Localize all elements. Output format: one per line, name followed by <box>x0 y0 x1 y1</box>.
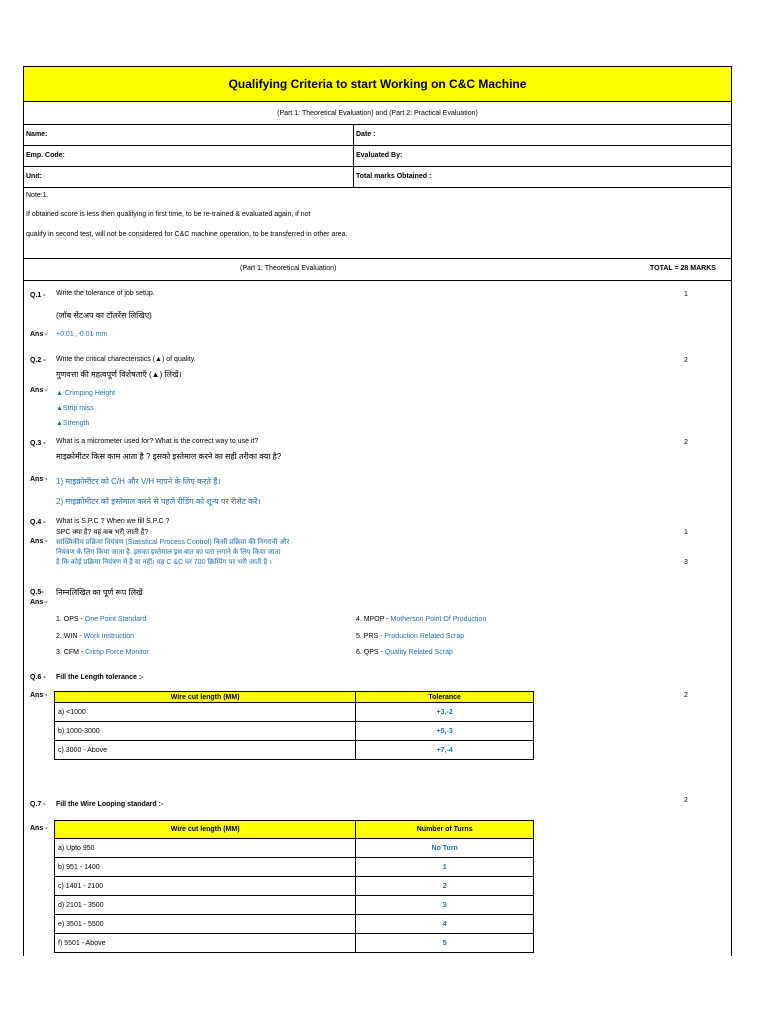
divider <box>23 280 732 281</box>
q5-item-4 <box>356 616 486 623</box>
table-header-cell: Wire cut length (MM) <box>55 821 356 839</box>
q6-marks: 2 <box>684 692 688 699</box>
table-cell-value: 3 <box>356 896 534 915</box>
total-marks-field-label: Total marks Obtained : <box>356 173 432 180</box>
q2-answer-3: ▲Strength <box>56 420 90 427</box>
table-cell-value: +3,-2 <box>356 703 534 722</box>
q7-looping-table <box>54 820 534 953</box>
q4-number: Q.4 - <box>30 519 46 526</box>
q3-marks: 2 <box>684 439 688 446</box>
q2-answer-2: ▲Strip miss <box>56 405 94 412</box>
q5-full-form: Crimp Force Monitor <box>85 649 149 656</box>
right-border <box>731 66 732 956</box>
table-row <box>55 915 534 934</box>
q5-full-form: Work Instruction <box>83 633 135 640</box>
total-marks-label: TOTAL = 28 MARKS <box>650 265 716 272</box>
q5-full-form: One Point Standard <box>84 616 147 623</box>
q1-answer: +0.01 ,-0.01 mm <box>56 331 108 338</box>
q1-marks: 1 <box>684 291 688 298</box>
table-cell: a) <1000 <box>55 703 356 722</box>
q4-answer-line-2: नियंत्रण के लिए किया जाता है. इसका इस्तेमाल इस बात का पता लगाने के लिए किया जाता <box>56 549 281 556</box>
q6-text: Fill the Length tolerance :- <box>56 674 144 681</box>
note-line-2: qualify in second test, will not be considered for C&C machine operation, to be transferred in other area. <box>26 231 348 238</box>
q2-hindi: गुणवत्ता की महत्वपूर्ण विशेषताएँ (▲) लिखें। <box>56 370 182 379</box>
q3-hindi: माइक्रोमीटर किस काम आता है ? इसको इस्तेमाल करने का सही तरीका क्या है? <box>56 452 282 461</box>
table-cell-value: +5,-3 <box>356 722 534 741</box>
q4-answer-line-1: सांख्यिकीय प्रक्रिया नियंत्रण (Statistical Process Control) किसी प्रक्रिया की निगरानी और <box>56 539 290 546</box>
q5-number: Q.5- <box>30 589 44 596</box>
table-row <box>55 934 534 953</box>
q4-answer-line-3: है कि कोई प्रक्रिया नियंत्रण में है या नहीं। यह C &C पर 700 क्रिम्पिंग पर भरी जाती है । <box>56 559 272 566</box>
name-field-label: Name: <box>26 131 48 138</box>
q3-answer-1: 1) माइक्रोमीटर को C/H और V/H मापने के लिए करते हैं। <box>56 477 221 486</box>
table-header-cell: Wire cut length (MM) <box>55 692 356 703</box>
table-row <box>55 703 534 722</box>
table-cell: c) 1401 - 2100 <box>55 877 356 896</box>
table-cell: e) 3501 - 5500 <box>55 915 356 934</box>
q5-abbr: 6. QPS - <box>356 649 385 656</box>
q3-text: What is a micrometer used for? What is the correct way to use it? <box>56 438 259 445</box>
table-cell-value: 4 <box>356 915 534 934</box>
q5-item-1 <box>56 616 146 623</box>
q7-text: Fill the Wire Looping standard :- <box>56 801 164 808</box>
q5-abbr: 2. WIN - <box>56 633 84 640</box>
q7-ans-label: Ans - <box>30 825 48 832</box>
left-border <box>23 66 24 956</box>
q5-full-form: Production Related Scrap <box>384 633 465 640</box>
table-row <box>55 722 534 741</box>
q4-marks-2: 3 <box>684 559 688 566</box>
q6-number: Q.6 - <box>30 674 46 681</box>
q1-hindi: (जॉब सेटअप का टॉलरेंस लिखिए) <box>56 311 152 320</box>
q2-number: Q.2 - <box>30 357 46 364</box>
unit-field-label: Unit: <box>26 173 42 180</box>
q5-full-form: Quality Related Scrap <box>384 649 453 656</box>
q5-full-form: Motherson Point Of Production <box>390 616 487 623</box>
table-cell-value: +7,-4 <box>356 741 534 760</box>
q5-abbr: 1. OPS - <box>56 616 85 623</box>
table-cell: c) 3000 - Above <box>55 741 356 760</box>
table-header-cell: Number of Turns <box>356 821 534 839</box>
date-field-label: Date : <box>356 131 376 138</box>
q5-item-3 <box>56 649 149 656</box>
q3-ans-label: Ans - <box>30 476 48 483</box>
q1-number: Q.1 - <box>30 292 46 299</box>
emp-code-field-label: Emp. Code: <box>26 152 65 159</box>
q5-ans-label: Ans - <box>30 599 48 606</box>
q5-text: निम्नलिखित का पूर्ण रूप लिखें <box>56 588 143 597</box>
q2-ans-label: Ans - <box>30 387 48 394</box>
q5-abbr: 3. CFM - <box>56 649 86 656</box>
evaluated-by-field-label: Evaluated By: <box>356 152 403 159</box>
q1-ans-label: Ans - <box>30 331 48 338</box>
table-cell: a) Upto 950 <box>55 839 356 858</box>
divider <box>23 166 732 167</box>
table-row <box>55 877 534 896</box>
q4-ans-label: Ans - <box>30 538 48 545</box>
table-header-row <box>55 821 534 839</box>
q4-text: What is S.P.C ? When we fill S.P.C ? <box>56 518 170 525</box>
part1-label: (Part 1: Theoretical Evaluation) <box>240 265 337 272</box>
q4-hindi: SPC क्या है? यह कब भरी जाती है? <box>56 529 149 536</box>
table-cell-value: No Turn <box>356 839 534 858</box>
table-row <box>55 839 534 858</box>
q7-number: Q.7 - <box>30 801 46 808</box>
table-header-cell: Tolerance <box>356 692 534 703</box>
divider <box>23 145 732 146</box>
note-line-1: If obtained score is less then qualifying in first time, to be re-trained & evaluated again, if not <box>26 211 311 218</box>
q2-marks: 2 <box>684 357 688 364</box>
table-cell-value: 5 <box>356 934 534 953</box>
divider <box>23 258 732 259</box>
table-cell: b) 1000-3000 <box>55 722 356 741</box>
q5-abbr: 5. PRS - <box>356 633 385 640</box>
q6-ans-label: Ans - <box>30 692 48 699</box>
divider <box>23 187 732 188</box>
table-cell: f) 5501 - Above <box>55 934 356 953</box>
q5-item-2 <box>56 633 134 640</box>
table-cell-value: 2 <box>356 877 534 896</box>
table-cell-value: 1 <box>356 858 534 877</box>
q6-tolerance-table <box>54 691 534 760</box>
table-row <box>55 858 534 877</box>
table-cell: b) 951 - 1400 <box>55 858 356 877</box>
page-title: Qualifying Criteria to start Working on C&C Machine <box>23 66 732 102</box>
note-label: Note:1. <box>26 192 49 199</box>
q3-number: Q.3 - <box>30 440 46 447</box>
q5-abbr: 4. MPOP - <box>356 616 391 623</box>
divider <box>23 124 732 125</box>
q3-answer-2: 2) माइक्रोमीटर को इस्तेमाल करने से पहले रीडिंग को शून्य पर रीसेट करें। <box>56 497 261 506</box>
table-cell: d) 2101 - 3500 <box>55 896 356 915</box>
table-header-row <box>55 692 534 703</box>
field-column-divider <box>353 124 354 187</box>
q2-answer-1: ▲ Crimping Height <box>56 390 116 397</box>
q2-text: Write the critical charecterstics (▲) of quality. <box>56 356 196 363</box>
subtitle: (Part 1: Theoretical Evaluation) and (Part 2: Practical Evaluation) <box>277 110 478 117</box>
q7-marks: 2 <box>684 797 688 804</box>
q5-item-6 <box>356 649 453 656</box>
q1-text: Write the tolerance of job setup. <box>56 290 155 297</box>
q4-marks-1: 1 <box>684 529 688 536</box>
q5-item-5 <box>356 633 464 640</box>
table-row <box>55 741 534 760</box>
table-row <box>55 896 534 915</box>
